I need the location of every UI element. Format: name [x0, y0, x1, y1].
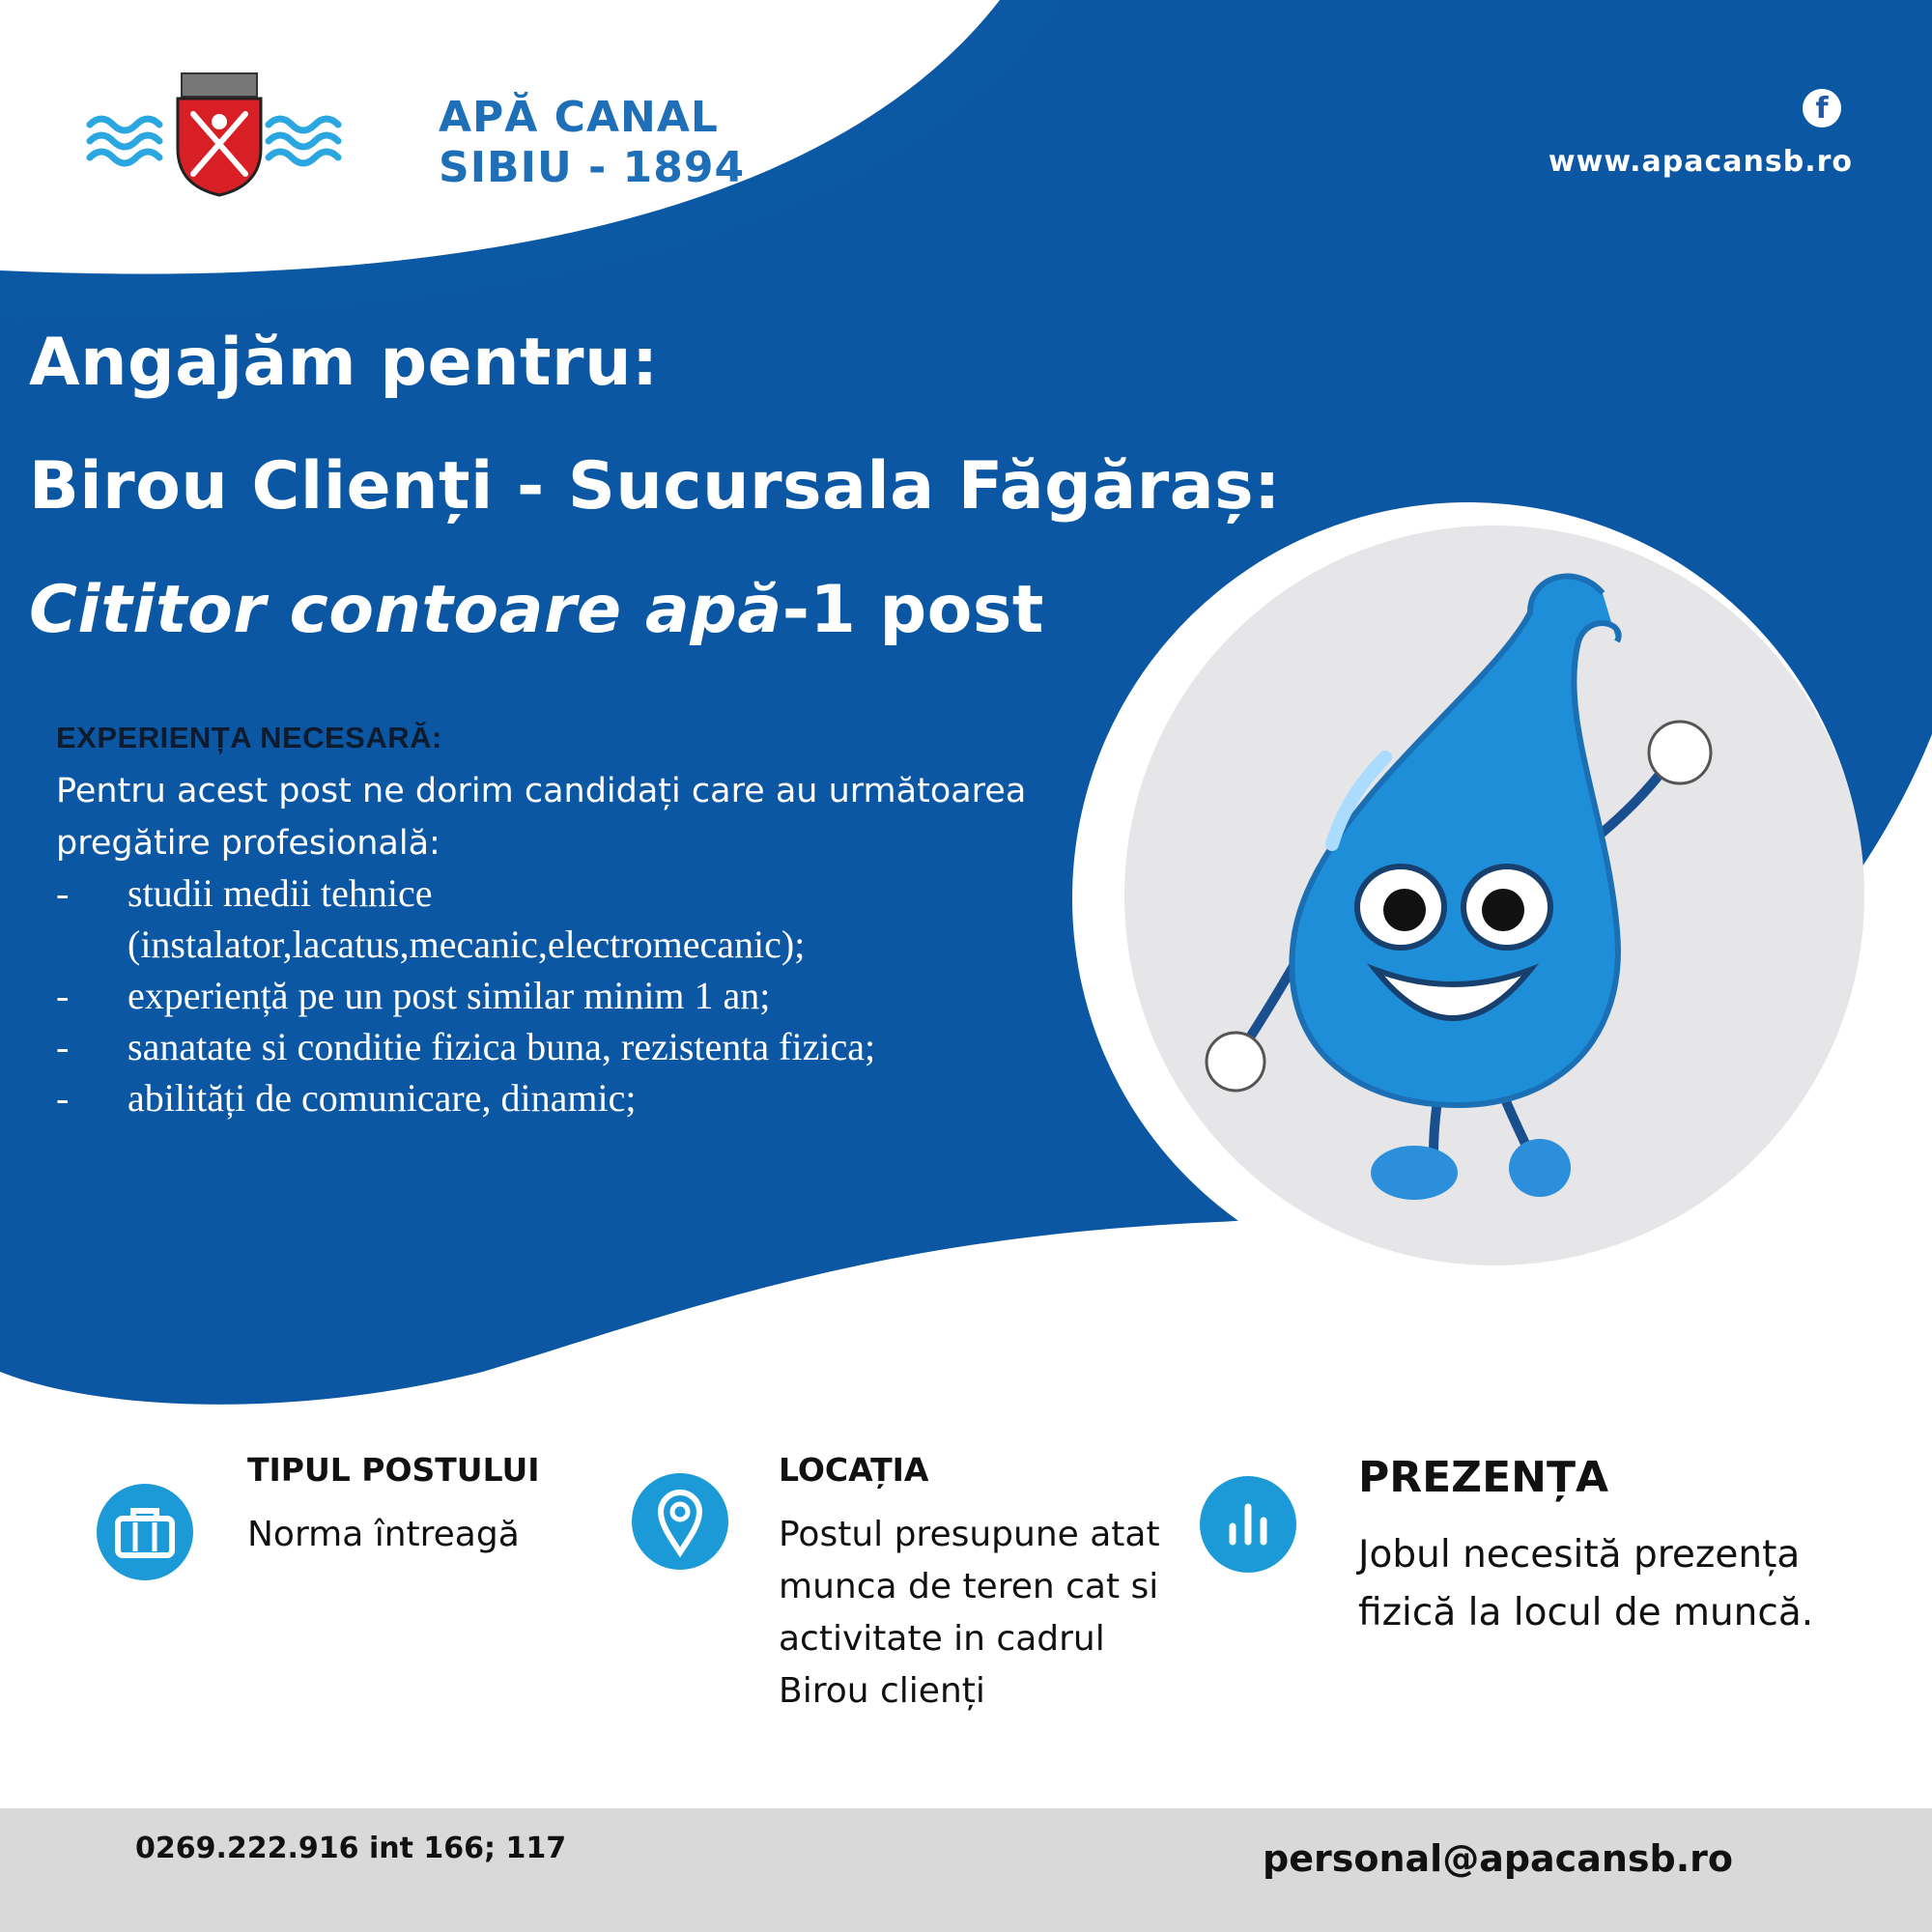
briefcase-icon — [97, 1484, 193, 1580]
list-item: - experiență pe un post similar minim 1 an; — [56, 970, 1080, 1021]
location-pin-icon — [632, 1473, 728, 1570]
coat-of-arms-logo-icon — [85, 71, 433, 197]
water-drop-mascot-icon — [1124, 526, 1864, 1265]
contact-phone[interactable]: 0269.222.916 int 166; 117 — [135, 1832, 567, 1865]
contact-email[interactable]: personal@apacansb.ro — [1263, 1837, 1733, 1880]
brand-name-line1: APĂ CANAL — [439, 93, 719, 142]
bullet: - — [56, 1076, 70, 1120]
presence-text: Jobul necesită prezența fizică la locul de muncă. — [1358, 1533, 1814, 1634]
position-count: -1 post — [781, 572, 1044, 648]
headline-department: Birou Clienți - Sucursala Făgăraș: — [29, 448, 1281, 525]
headline-position — [29, 572, 1044, 648]
requirements-list — [56, 867, 1080, 1123]
headline-hiring: Angajăm pentru: — [29, 325, 659, 401]
bullet: - — [56, 1025, 70, 1068]
facebook-icon[interactable]: f — [1803, 89, 1841, 128]
list-item: - sanatate si conditie fizica buna, rezistenta fizica; — [56, 1021, 1080, 1072]
requirements-heading: EXPERIENȚA NECESARĂ: — [56, 721, 442, 754]
job-type-text: Norma întreagă — [247, 1515, 520, 1554]
location-text: Postul presupune atat munca de teren cat si activitate in cadrul Birou clienți — [779, 1515, 1160, 1711]
position-title: Cititor contoare apă — [29, 572, 782, 648]
company-logo[interactable] — [85, 71, 746, 197]
job-type-title: TIPUL POSTULUI — [247, 1451, 540, 1489]
website-link[interactable]: www.apacansb.ro — [1548, 145, 1853, 179]
presence-title: PREZENȚA — [1358, 1453, 1609, 1502]
bullet: - — [56, 871, 70, 915]
requirements-intro: Pentru acest post ne dorim candidați care au următoarea pregătire profesională: — [56, 772, 1027, 863]
bullet: - — [56, 974, 70, 1017]
location-title: LOCAȚIA — [779, 1451, 929, 1489]
brand-name-line2: SIBIU - 1894 — [439, 143, 746, 192]
list-item: - abilități de comunicare, dinamic; — [56, 1072, 1080, 1123]
list-item: - studii medii tehnice (instalator,lacatus,mecanic,electromecanic); — [56, 867, 1080, 970]
bar-chart-icon — [1200, 1476, 1296, 1573]
